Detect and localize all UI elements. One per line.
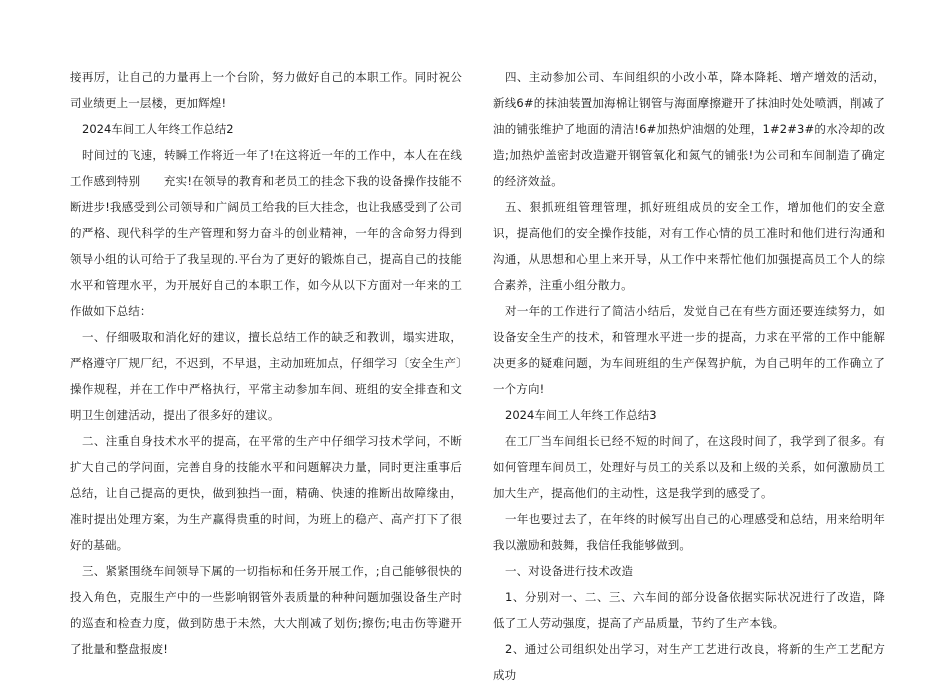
right-paragraph-4: 在工厂当车间组长已经不短的时间了，在这段时间了，我学到了很多。有如何管理车间员工，处理好与员工的关系以及和上级的关系，如何激励员工加大生产，提高他们的主动性，这是我学到的感受了。 [493, 434, 885, 500]
right-paragraph-8: 2、通过公司组织处出学习，对生产工艺进行改良，将新的生产工艺配方成功 [493, 642, 885, 682]
right-paragraph-5: 一年也要过去了，在年终的时候写出自己的心理感受和总结，用来给明年我以激励和鼓舞，我信任我能够做到。 [493, 512, 885, 552]
left-paragraph-3: 一、仔细吸取和消化好的建议，擅长总结工作的缺乏和教训，塌实进取，严格遵守厂规厂纪，不迟到，不早退，主动加班加点，仔细学习〔安全生产〕操作规程，并在工作中严格执行，平常主动参加车间、班组的安全排查和文明卫生创建活动，提出了很多好的建议。 [70, 330, 462, 422]
right-paragraph-1: 四、主动参加公司、车间组织的小改小革，降本降耗、增产增效的活动，新线6#的抹油装置加海棉让钢管与海面摩擦避开了抹油时处处喷洒，削减了油的铺张维护了地面的清洁!6#加热炉油烟的处理，1#2#3#的水冷却的改造;加热炉盖密封改造避开钢管氧化和氮气的铺张!为公司和车间制造了确定的经济效益。 [493, 70, 885, 188]
left-paragraph-5: 三、紧紧围绕车间领导下属的一切指标和任务开展工作，;自己能够很快的投入角色，克服生产中的一些影响钢管外表质量的种种问题加强设备生产时的巡查和检查力度，做到防患于未然，大大削减了划伤;擦伤;电击伤等避开了批量和整盘报废! [70, 564, 462, 656]
right-paragraph-2: 五、狠抓班组管理管理，抓好班组成员的安全工作，增加他们的安全意识，提高他们的安全操作技能，对有工作心情的员工准时和他们进行沟通和沟通，从思想和心里上来开导，从工作中来帮忙他们加强提高员工个人的综合素养，注重小组分散力。 [493, 200, 885, 292]
section-heading-3: 2024车间工人年终工作总结3 [505, 408, 657, 422]
right-paragraph-6: 一、对设备进行技术改造 [505, 564, 634, 578]
left-paragraph-2: 时间过的飞速，转瞬工作将近一年了!在这将近一年的工作中，本人在在线工作感到特别 充实!在领导的教育和老员工的挂念下我的设备操作技能不断进步!我感受到公司领导和广阔员工给我的巨大挂念，也让我感受到了公司的严格、现代科学的生产管理和努力奋斗的创业精神，一年的含命努力得到领导小组的认可给于了我呈现的.平台为了更好的锻炼自己，提高自己的技能水平和管理水平，为开展好自己的本职工作，如今从以下方面对一年来的工作做如下总结： [70, 148, 462, 318]
right-paragraph-3: 对一年的工作进行了简洁小结后，发觉自己在有些方面还要连续努力，如设备安全生产的技术，和管理水平进一步的提高，力求在平常的工作中能解决更多的疑难问题，为车间班组的生产保驾护航，为自己明年的工作确立了一个方向! [493, 304, 885, 396]
right-column [493, 64, 885, 688]
left-column [70, 64, 462, 662]
right-paragraph-7: 1、分别对一、二、三、六车间的部分设备依据实际状况进行了改造，降低了工人劳动强度，提高了产品质量，节约了生产本钱。 [493, 590, 885, 630]
left-paragraph-1: 接再厉，让自己的力量再上一个台阶，努力做好自己的本职工作。同时祝公司业绩更上一层楼，更加辉煌! [70, 70, 462, 110]
section-heading-2: 2024车间工人年终工作总结2 [82, 122, 234, 136]
left-paragraph-4: 二、注重自身技术水平的提高，在平常的生产中仔细学习技术学问，不断扩大自己的学问面，完善自身的技能水平和问题解决力量，同时更注重事后总结，让自己提高的更快，做到独挡一面，精确、快速的推断出故障缘由，准时提出处理方案，为生产赢得贵重的时间，为班上的稳产、高产打下了很好的基础。 [70, 434, 462, 552]
